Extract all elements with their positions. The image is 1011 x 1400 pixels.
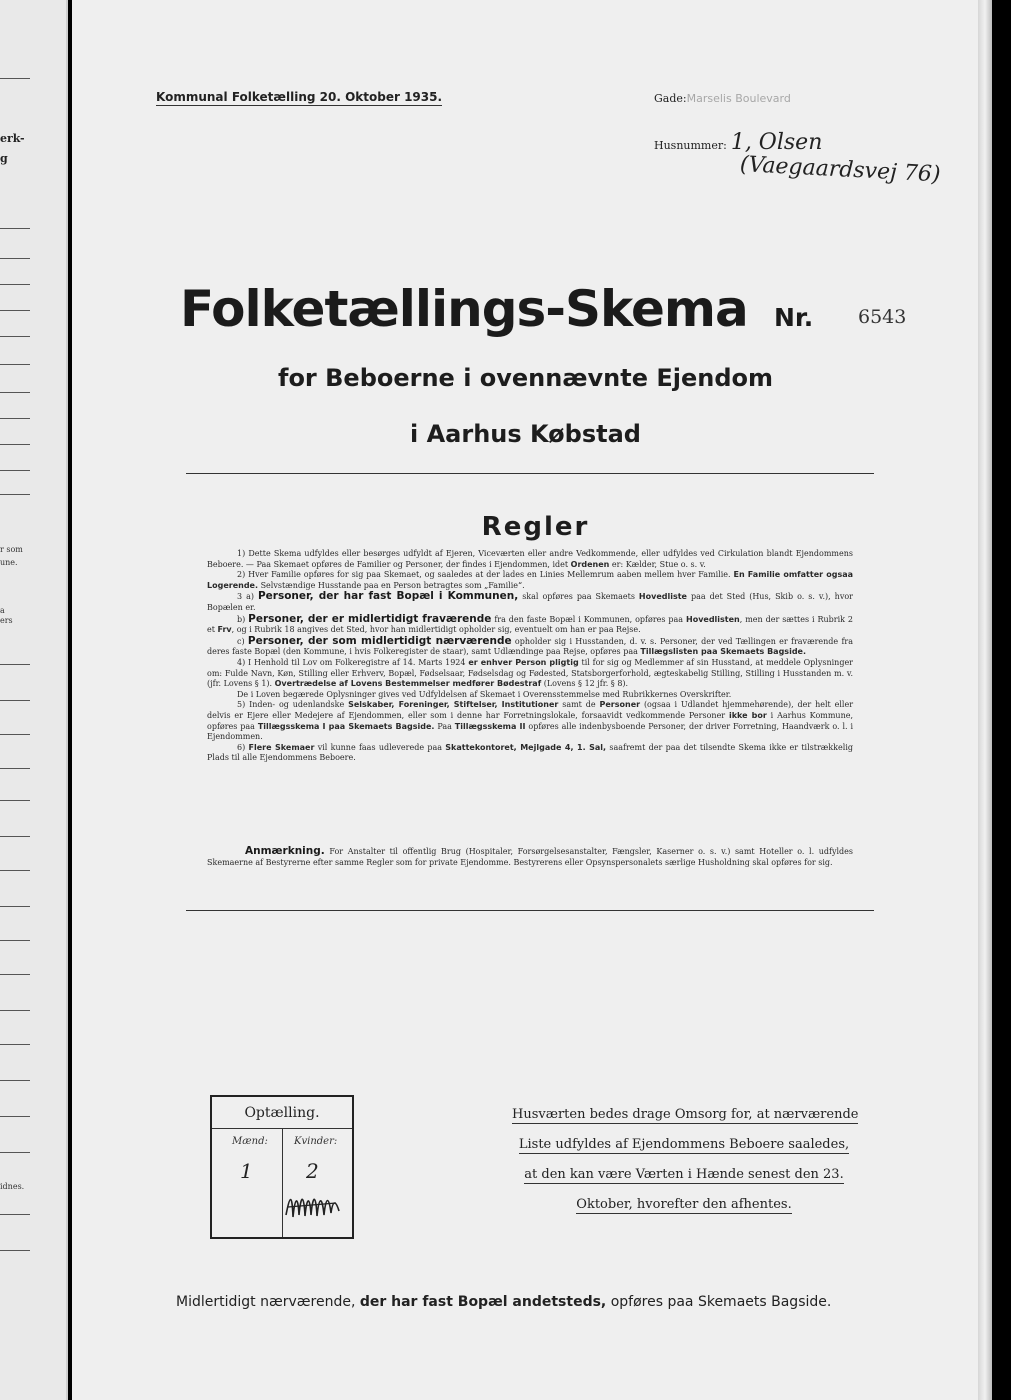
left-rule — [0, 940, 30, 941]
left-rule — [0, 870, 30, 871]
street-label: Gade: — [654, 92, 687, 105]
left-rule — [0, 1044, 30, 1045]
form-title: Folketællings-Skema — [180, 280, 748, 338]
rules-text — [207, 549, 853, 764]
left-rule — [0, 1080, 30, 1081]
left-rule — [0, 664, 30, 665]
notice-line-4: Oktober, hvorefter den afhentes. — [576, 1197, 792, 1212]
women-label: Kvinder: — [294, 1136, 338, 1147]
left-rule — [0, 418, 30, 419]
divider-top — [186, 473, 874, 474]
left-rule — [0, 310, 30, 311]
left-rule — [0, 470, 30, 471]
left-rule — [0, 494, 30, 495]
rule-3a: 3 a) Personer, der har fast Bopæl i Kommunen, skal opføres paa Skemaets Hovedliste paa det Sted (Hus, Skib o. s. v.), hvor Bopælen er. — [207, 590, 853, 612]
house-number-label: Husnummer: — [654, 139, 727, 152]
left-rule — [0, 734, 30, 735]
left-rule — [0, 1116, 30, 1117]
left-fragment-2: g — [0, 152, 8, 165]
footer-note: Midlertidigt nærværende, der har fast Bopæl andetsteds, opføres paa Skemaets Bagside. — [176, 1294, 832, 1310]
rule-4b: De i Loven begærede Oplysninger gives ved Udfyldelsen af Skemaet i Overensstemmelse med Rubrikkernes Overskrifter. — [237, 689, 732, 699]
rule-3b: b) Personer, der er midlertidigt fraværende fra den faste Bopæl i Kommunen, opføres paa Hovedlisten, men der sættes i Rubrik 2 et Frv, og i Rubrik 18 angives det Sted, hvor han midlertidigt opholder sig, eventuelt om han er paa Rejse. — [207, 612, 854, 635]
left-rule — [0, 836, 30, 837]
notice-line-2: Liste udfyldes af Ejendommens Beboere saaledes, — [518, 1137, 850, 1152]
left-rule — [0, 906, 30, 907]
page-edge — [978, 0, 992, 1400]
street-value: Marselis Boulevard — [686, 92, 791, 105]
left-fragment-7: idnes. — [0, 1182, 25, 1191]
left-facing-page — [0, 0, 68, 1400]
subtitle-city: i Aarhus Købstad — [410, 420, 641, 448]
left-fragment-6: ers — [0, 616, 13, 625]
left-rule — [0, 1250, 30, 1251]
remark-text — [207, 846, 853, 868]
left-rule — [0, 336, 30, 337]
notice-line-1: Husværten bedes drage Omsorg for, at nærværende — [512, 1107, 859, 1122]
men-count: 1 — [240, 1159, 253, 1183]
left-rule — [0, 78, 30, 79]
street-field — [654, 92, 791, 105]
left-rule — [0, 974, 30, 975]
divider-bottom — [186, 910, 874, 911]
women-count: 2 — [306, 1159, 319, 1183]
left-fragment-3: r som — [0, 545, 23, 554]
house-number-alt-handwriting: (Vaegaardsvej 76) — [739, 152, 942, 188]
subtitle-residents: for Beboerne i ovennævnte Ejendom — [278, 364, 773, 392]
left-fragment-5: a — [0, 606, 5, 615]
left-fragment-1: erk- — [0, 132, 25, 145]
census-header: Kommunal Folketælling 20. Oktober 1935. — [156, 90, 443, 104]
left-rule — [0, 1214, 30, 1215]
rule-1: 1) Dette Skema udfyldes eller besørges udfyldt af Ejeren, Viceværten eller andre Vedkommende, eller udfyldes ved Cirkulation blandt Ejendommens Beboere. — Paa Skemaet opføres de Familier og Personer, der findes i Ejendommen, idet Ordenen er: Kælder, Stue o. s. v. — [207, 549, 853, 569]
left-rule — [0, 800, 30, 801]
left-rule — [0, 700, 30, 701]
form-number: 6543 — [858, 306, 907, 328]
notice-line-3: at den kan være Værten i Hænde senest den 23. — [524, 1167, 844, 1182]
left-rule — [0, 1152, 30, 1153]
count-column-divider — [282, 1128, 283, 1237]
rules-heading: Regler — [481, 512, 590, 542]
rule-4: 4) I Henhold til Lov om Folkeregistre af 14. Marts 1924 er enhver Person pligtig til for sig og Medlemmer af sin Husstand, at meddele Oplysninger om: Fulde Navn, Køn, Stilling eller Erhverv, Bopæl, Fødselsaar, Fødselsdag og Fødested, Statsborgerforhold, ægteskabelig Stilling, Stilling i Husstanden m. v. (jfr. Lovens § 1). Overtrædelse af Lovens Bestemmelser medfører Bødestraf (Lovens § 12 jfr. § 8). — [207, 657, 853, 689]
remark-body: For Anstalter til offentlig Brug (Hospitaler, Forsørgelsesanstalter, Fængsler, Kaserner o. s. v.) samt Hoteller o. l. udfyldes Skemaerne af Bestyrerne efter samme Regler som for private Ejendomme. Bestyrerens eller Opsynspersonalets særlige Husholdning skal opføres for sig. — [207, 847, 853, 867]
left-rule — [0, 228, 30, 229]
left-rule — [0, 258, 30, 259]
left-rule — [0, 392, 30, 393]
left-rule — [0, 1010, 30, 1011]
rule-6: 6) Flere Skemaer vil kunne faas udleverede paa Skattekontoret, Mejlgade 4, 1. Sal, saafremt der paa det tilsendte Skema ikke er tilstrækkelig Plads til alle Ejendommens Beboere. — [207, 742, 853, 763]
house-number-field — [654, 130, 822, 155]
rule-3c: c) Personer, der som midlertidigt nærværende opholder sig i Husstanden, d. v. s. Personer, der ved Tællingen er fraværende fra deres faste Bopæl (den Kommune, i hvis Folkeregister de staar), samt Udlændinge paa Rejse, opføres paa Tillægslisten paa Skemaets Bagside. — [207, 634, 854, 657]
left-fragment-4: une. — [0, 558, 18, 567]
landlord-notice — [512, 1100, 859, 1220]
left-rule — [0, 284, 30, 285]
rule-2: 2) Hver Familie opføres for sig paa Skemaet, og saaledes at der lades en Linies Mellemrum aaben mellem hver Familie. En Familie omfatter ogsaa Logerende. Selvstændige Husstande paa en Person betragtes som „Familie“. — [207, 570, 853, 590]
remark-label: Anmærkning. — [245, 845, 325, 857]
rule-5: 5) Inden- og udenlandske Selskaber, Foreninger, Stiftelser, Institutioner samt de Personer (ogsaa i Udlandet hjemmehørende), der helt eller delvis er Ejere eller Medejere af Ejendommen, eller som i denne har Forretningslokale, forsaavidt vedkommende Personer ikke bor i Aarhus Kommune, opføres paa Tillægsskema I paa Skemaets Bagside. Paa Tillægsskema II opføres alle indenbysboende Personer, der driver Forretning, Haandværk o. l. i Ejendommen. — [207, 700, 854, 742]
scribble-icon — [284, 1185, 342, 1223]
number-label: Nr. — [774, 303, 814, 332]
count-title: Optælling. — [244, 1105, 320, 1121]
house-number-handwriting: 1, Olsen — [730, 130, 823, 155]
left-rule — [0, 768, 30, 769]
men-label: Mænd: — [232, 1136, 268, 1147]
count-box — [210, 1095, 354, 1239]
